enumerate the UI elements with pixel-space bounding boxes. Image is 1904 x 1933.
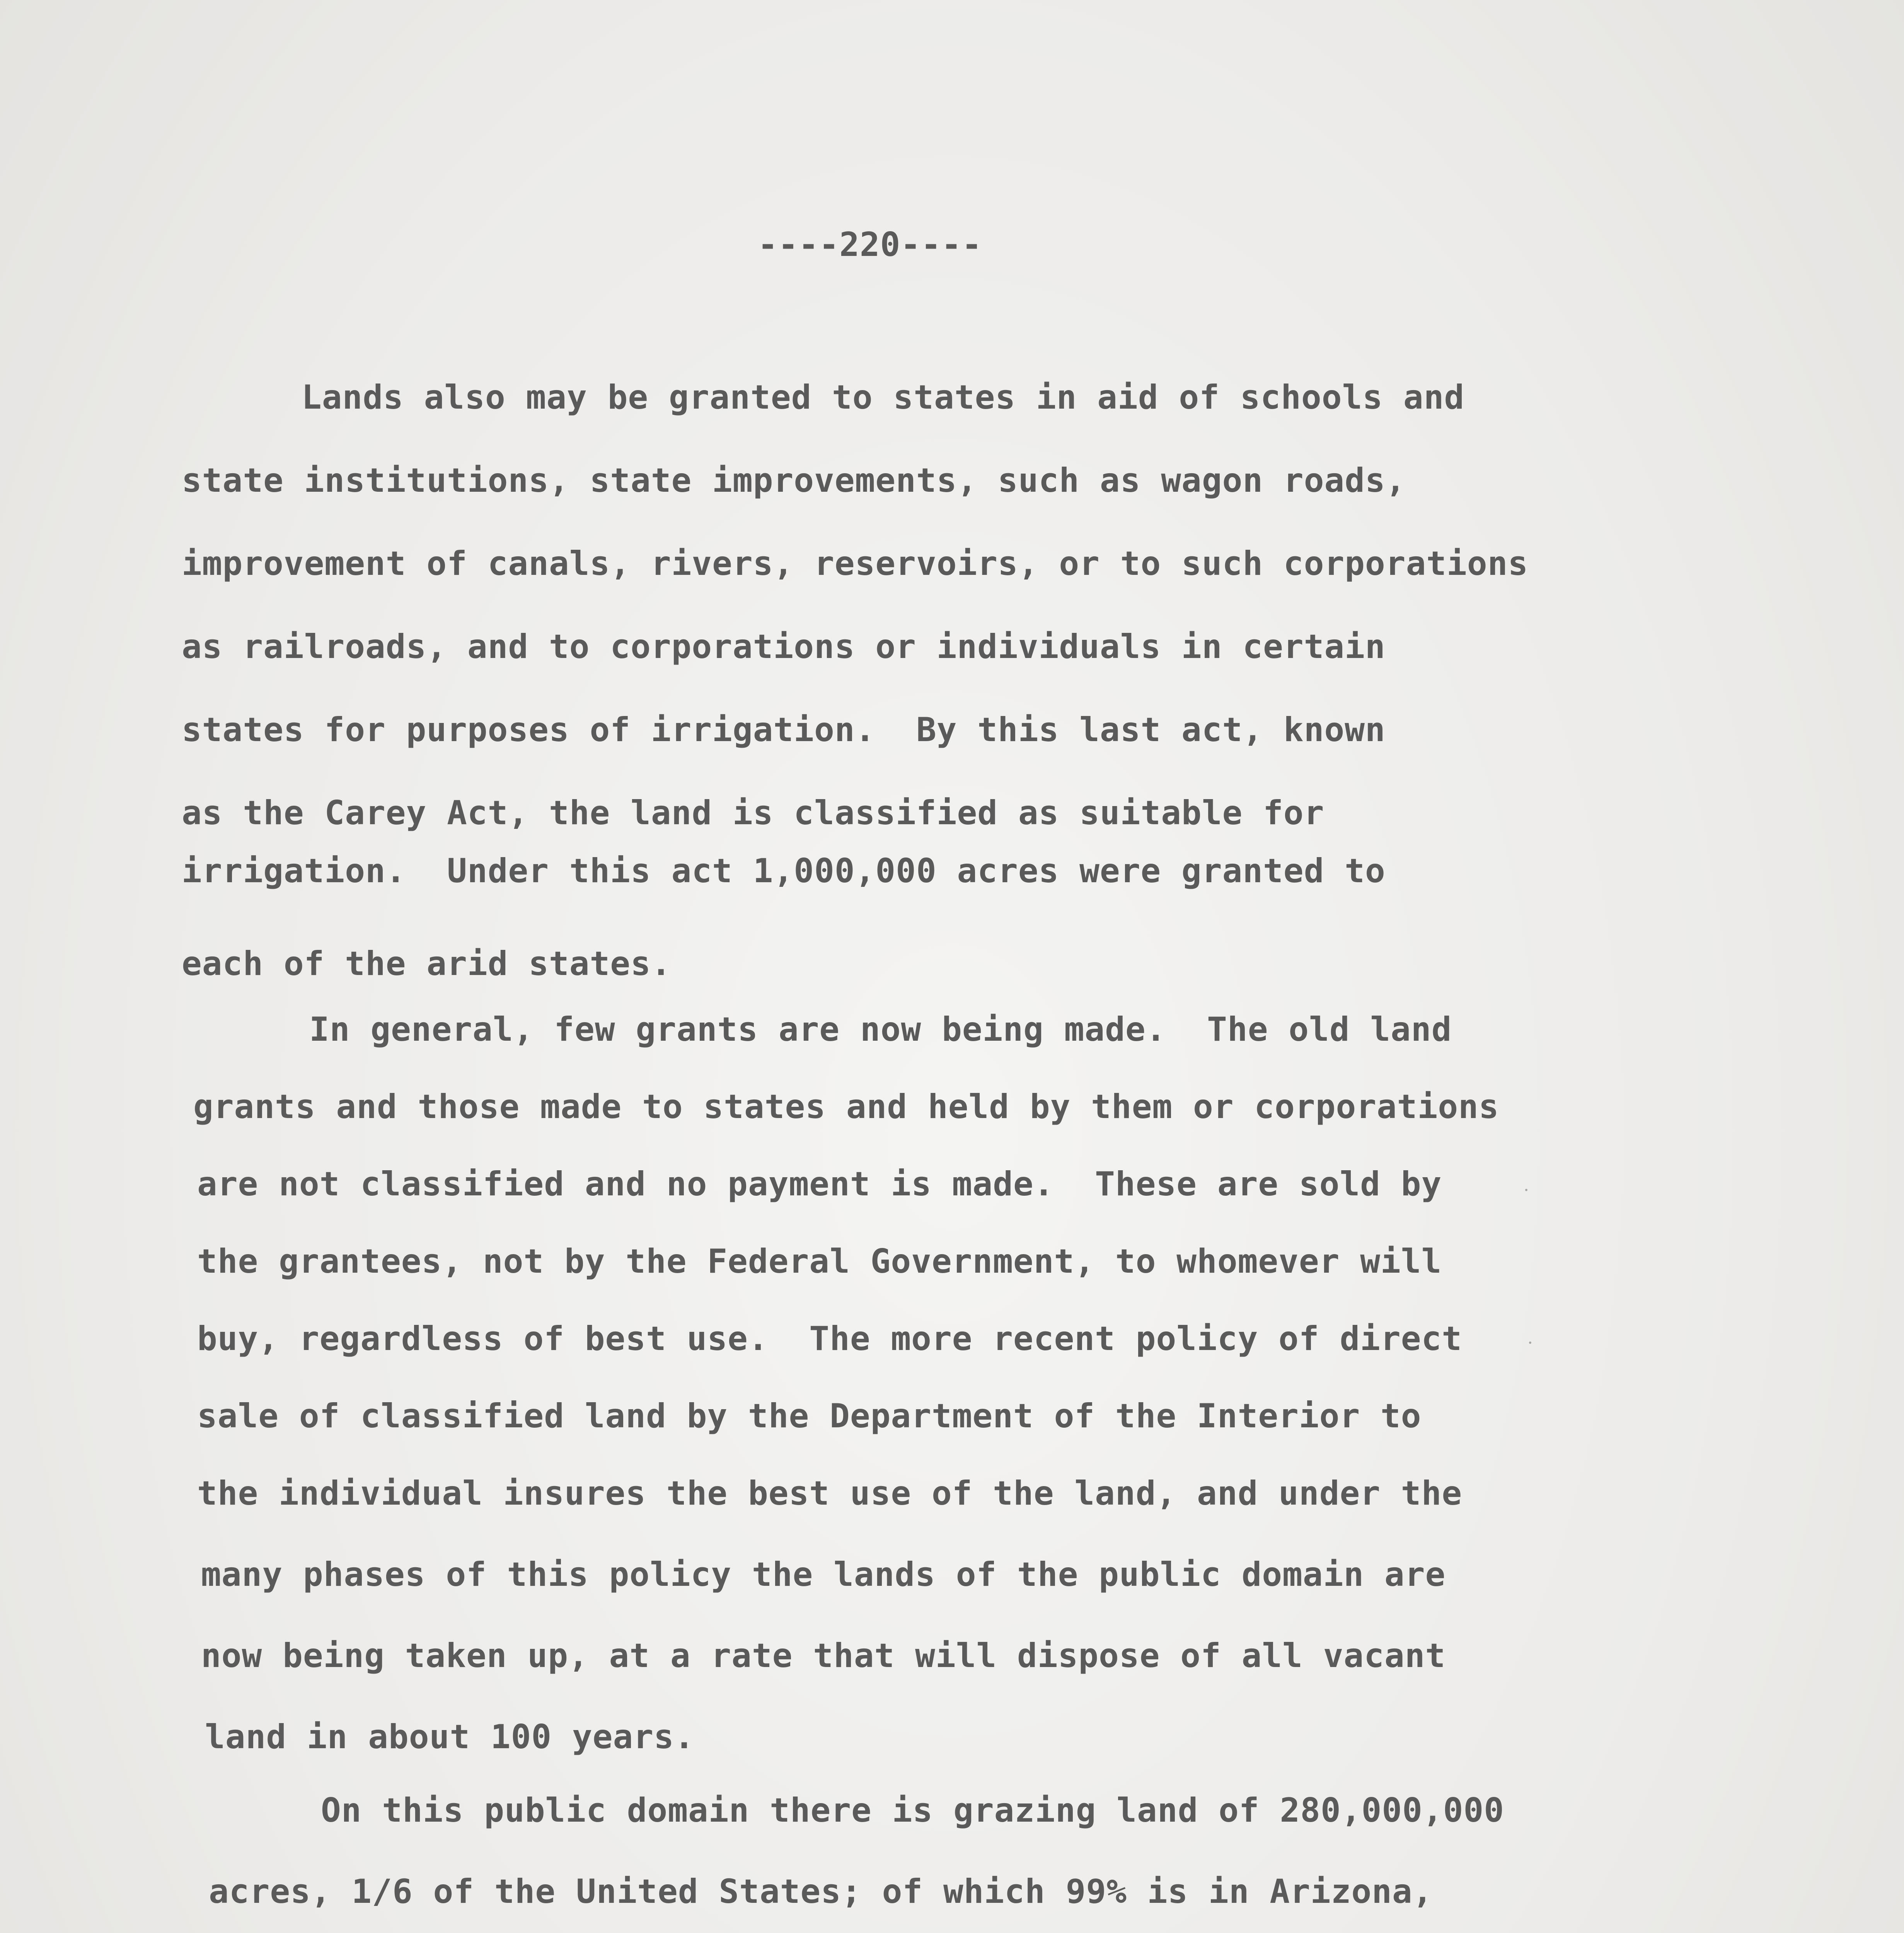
text-line: land in about 100 years. [205,1718,695,1756]
paper-speck [1525,1189,1527,1191]
text-line: states for purposes of irrigation. By this last act, known [182,711,1386,749]
text-line: are not classified and no payment is made. These are sold by [197,1165,1442,1203]
text-line: as railroads, and to corporations or individuals in certain [182,627,1386,666]
text-line: as the Carey Act, the land is classified as suitable for [182,794,1324,832]
text-line: In general, few grants are now being made. The old land [309,1010,1452,1049]
text-line: On this public domain there is grazing land of 280,000,000 [321,1791,1505,1830]
text-line: acres, 1/6 of the United States; of which 99% is in Arizona, [209,1872,1433,1911]
text-line: grants and those made to states and held by them or corporations [193,1088,1499,1126]
text-line: many phases of this policy the lands of the public domain are [201,1555,1446,1594]
text-line: now being taken up, at a rate that will dispose of all vacant [201,1636,1446,1675]
text-line: irrigation. Under this act 1,000,000 acres were granted to [182,852,1386,890]
text-line: improvement of canals, rivers, reservoirs, or to such corporations [182,544,1529,583]
text-line: the grantees, not by the Federal Government, to whomever will [197,1242,1442,1281]
text-line: buy, regardless of best use. The more recent policy of direct [197,1319,1463,1358]
text-line: the individual insures the best use of the land, and under the [197,1474,1463,1513]
text-line: each of the arid states. [182,944,672,983]
text-line: Lands also may be granted to states in aid of schools and [302,378,1465,417]
text-line: sale of classified land by the Department of the Interior to [197,1397,1422,1435]
page-number: ----220---- [758,225,982,264]
paper-speck [1529,1342,1531,1344]
text-line: state institutions, state improvements, such as wagon roads, [182,461,1406,500]
